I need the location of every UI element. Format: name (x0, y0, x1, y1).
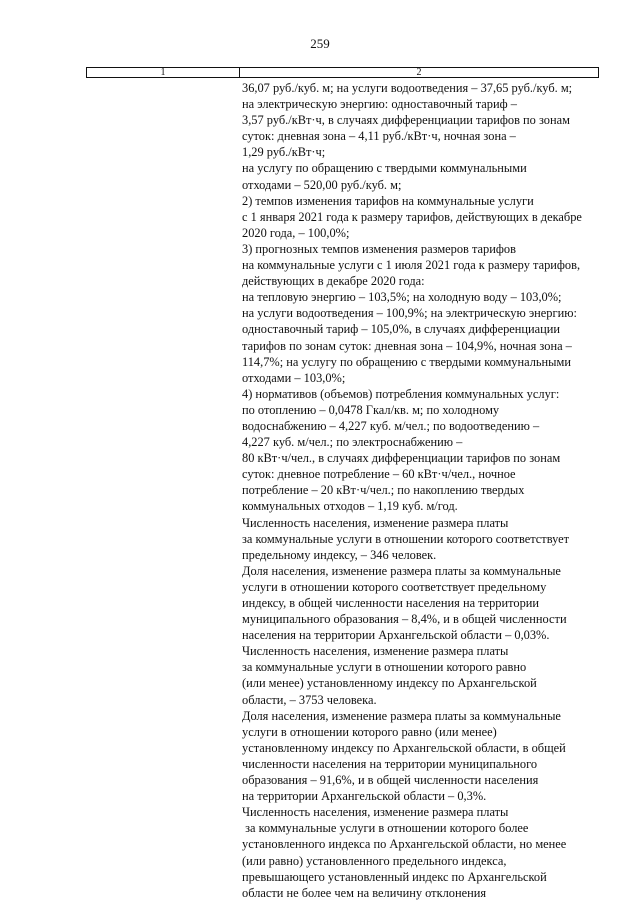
text-line: тарифов по зонам суток: дневная зона – 104,9%, ночная зона – (242, 338, 572, 353)
text-line: 36,07 руб./куб. м; на услуги водоотведения – 37,65 руб./куб. м; (242, 81, 573, 95)
table-header-col1: 1 (87, 68, 240, 77)
text-line: 2020 года, – 100,0%; (242, 225, 350, 240)
text-line: установленному индексу по Архангельской области, в общей (242, 740, 566, 755)
text-line: образования – 91,6%, и в общей численности населения (242, 773, 539, 788)
text-line: коммунальных отходов – 1,19 куб. м/год. (242, 499, 458, 514)
table-cell-content (242, 80, 602, 901)
text-line: Доля населения, изменение размера платы за коммунальные (242, 708, 561, 723)
text-line: суток: дневная зона – 4,11 руб./кВт·ч, ночная зона – (242, 129, 516, 144)
text-line: 2) темпов изменения тарифов на коммунальные услуги (242, 193, 534, 208)
text-line: по отоплению – 0,0478 Гкал/кв. м; по холодному (242, 402, 500, 417)
text-line: на территории Архангельской области – 0,3%. (242, 789, 487, 804)
text-line: населения на территории Архангельской области – 0,03%. (242, 628, 550, 643)
text-line: водоснабжению – 4,227 куб. м/чел.; по водоотведению – (242, 418, 540, 433)
text-line: (или равно) установленного предельного индекса, (242, 853, 507, 868)
text-line: на услуги водоотведения – 100,9%; на электрическую энергию: (242, 306, 577, 321)
text-line: (или менее) установленному индексу по Архангельской (242, 676, 537, 691)
text-line: на услугу по обращению с твердыми коммунальными (242, 161, 527, 176)
page-number: 259 (310, 36, 330, 51)
text-line: одноставочный тариф – 105,0%, в случаях дифференциации (242, 322, 561, 337)
text-line: за коммунальные услуги в отношении которого соответствует (242, 531, 570, 546)
text-line: Численность населения, изменение размера платы (242, 805, 509, 820)
text-line: 3) прогнозных темпов изменения размеров тарифов (242, 241, 516, 256)
text-line: 3,57 руб./кВт·ч, в случаях дифференциации тарифов по зонам (242, 113, 570, 128)
table-header-row (86, 67, 599, 78)
text-line: 80 кВт·ч/чел., в случаях дифференциации тарифов по зонам (242, 451, 561, 466)
text-line: численности населения на территории муниципального (242, 756, 538, 771)
text-line: на тепловую энергию – 103,5%; на холодную воду – 103,0%; (242, 290, 562, 305)
text-line: Доля населения, изменение размера платы за коммунальные (242, 563, 561, 578)
text-line: индексу, в общей численности населения на территории (242, 596, 540, 610)
text-line: действующих в декабре 2020 года: (242, 274, 425, 289)
text-line: за коммунальные услуги в отношении которого более (242, 821, 529, 836)
text-line: за коммунальные услуги в отношении которого равно (242, 660, 527, 675)
text-line: 1,29 руб./кВт·ч; (242, 145, 326, 160)
text-line: услуги в отношении которого соответствует предельному (242, 579, 547, 594)
text-line: с 1 января 2021 года к размеру тарифов, действующих в декабре (242, 209, 582, 224)
text-line: потребление – 20 кВт·ч/чел.; по накоплению твердых (242, 483, 525, 498)
text-line: услуги в отношении которого равно (или менее) (242, 724, 497, 739)
table-header-col2: 2 (416, 67, 422, 78)
text-line: отходами – 520,00 руб./куб. м; (242, 177, 402, 192)
text-line: муниципального образования – 8,4%, и в общей численности (242, 612, 567, 627)
text-line: Численность населения, изменение размера платы (242, 644, 509, 659)
text-line: предельному индексу, – 346 человек. (242, 547, 437, 562)
text-line: области, – 3753 человека. (242, 692, 377, 707)
text-line: на электрическую энергию: одноставочный тариф – (242, 97, 517, 112)
text-line: на коммунальные услуги с 1 июля 2021 года к размеру тарифов, (242, 258, 581, 273)
text-line: 4,227 куб. м/чел.; по электроснабжению – (242, 435, 463, 450)
text-line: отходами – 103,0%; (242, 370, 346, 385)
text-line: превышающего установленный индекс по Архангельской (242, 869, 547, 884)
text-line: Численность населения, изменение размера платы (242, 515, 509, 530)
text-line: 114,7%; на услугу по обращению с твердыми коммунальными (242, 354, 571, 369)
text-line: суток: дневное потребление – 60 кВт·ч/чел., ночное (242, 467, 516, 482)
text-line: 4) нормативов (объемов) потребления коммунальных услуг: (242, 386, 560, 401)
text-line: области не более чем на величину отклонения (242, 885, 487, 900)
text-line: установленного индекса по Архангельской области, но менее (242, 837, 567, 852)
